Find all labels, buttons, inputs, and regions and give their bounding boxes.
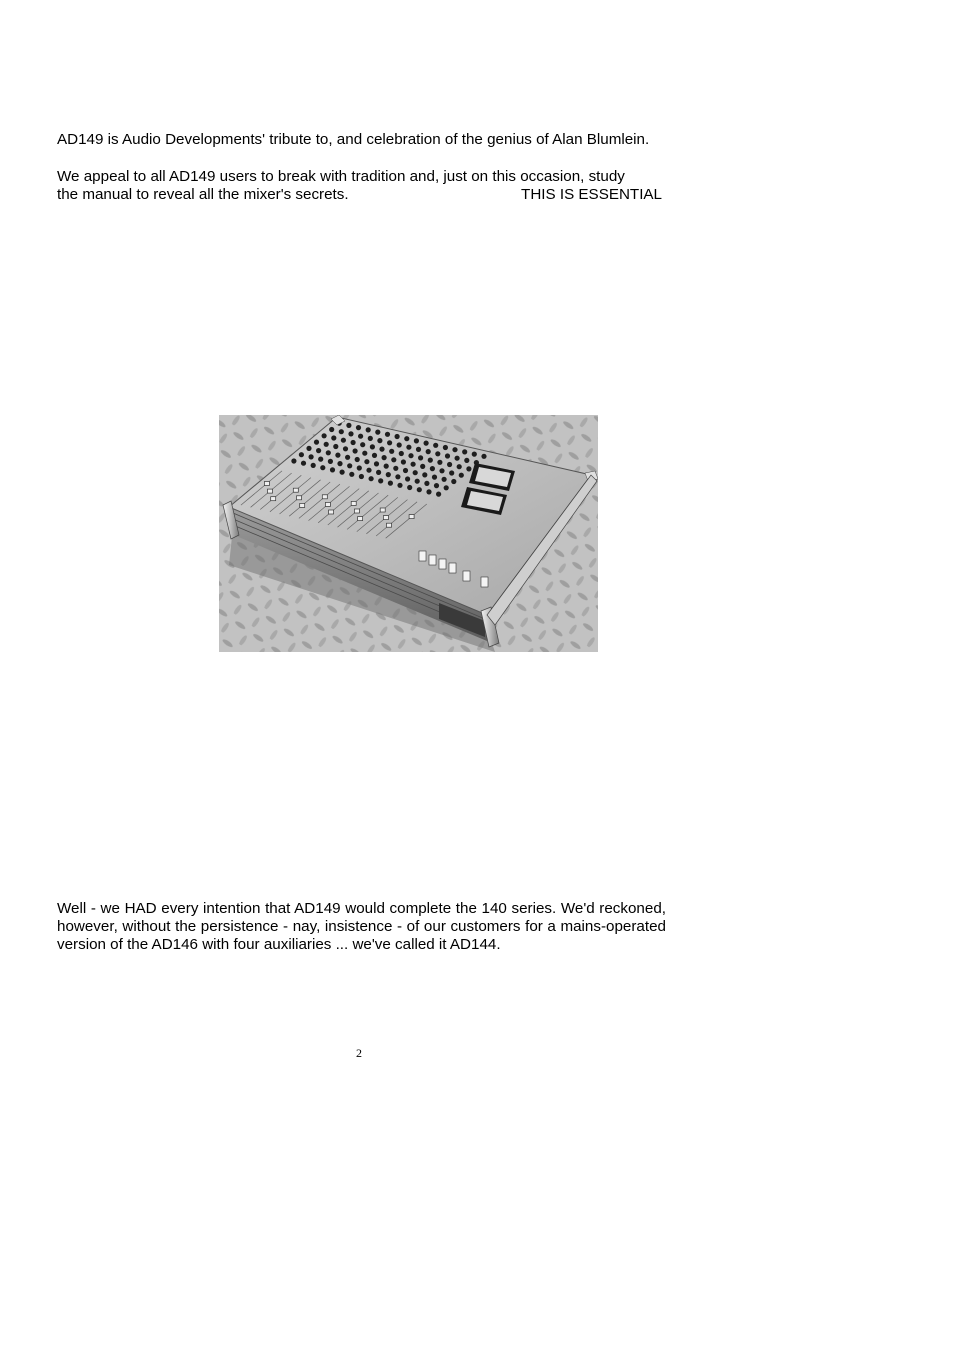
mixing-console-photo xyxy=(219,415,598,652)
appeal-line-1: We appeal to all AD149 users to break with tradition and, just on this occasion, study xyxy=(57,168,625,185)
page-number: 2 xyxy=(356,1046,362,1060)
essential-notice: THIS IS ESSENTIAL xyxy=(521,186,662,203)
intro-paragraph: AD149 is Audio Developments' tribute to, and celebration of the genius of Alan Blumlein. xyxy=(57,131,650,148)
appeal-line-2-text: the manual to reveal all the mixer's secrets. xyxy=(57,186,349,203)
closing-paragraph: Well - we HAD every intention that AD149 would complete the 140 series. We'd reckoned, however, without the persistence - nay, insistence - of our customers for a mains-operated version of the AD146 with four auxiliaries ... we've called it AD144. xyxy=(57,900,666,953)
appeal-paragraph xyxy=(57,168,666,204)
appeal-line-2 xyxy=(57,186,666,204)
